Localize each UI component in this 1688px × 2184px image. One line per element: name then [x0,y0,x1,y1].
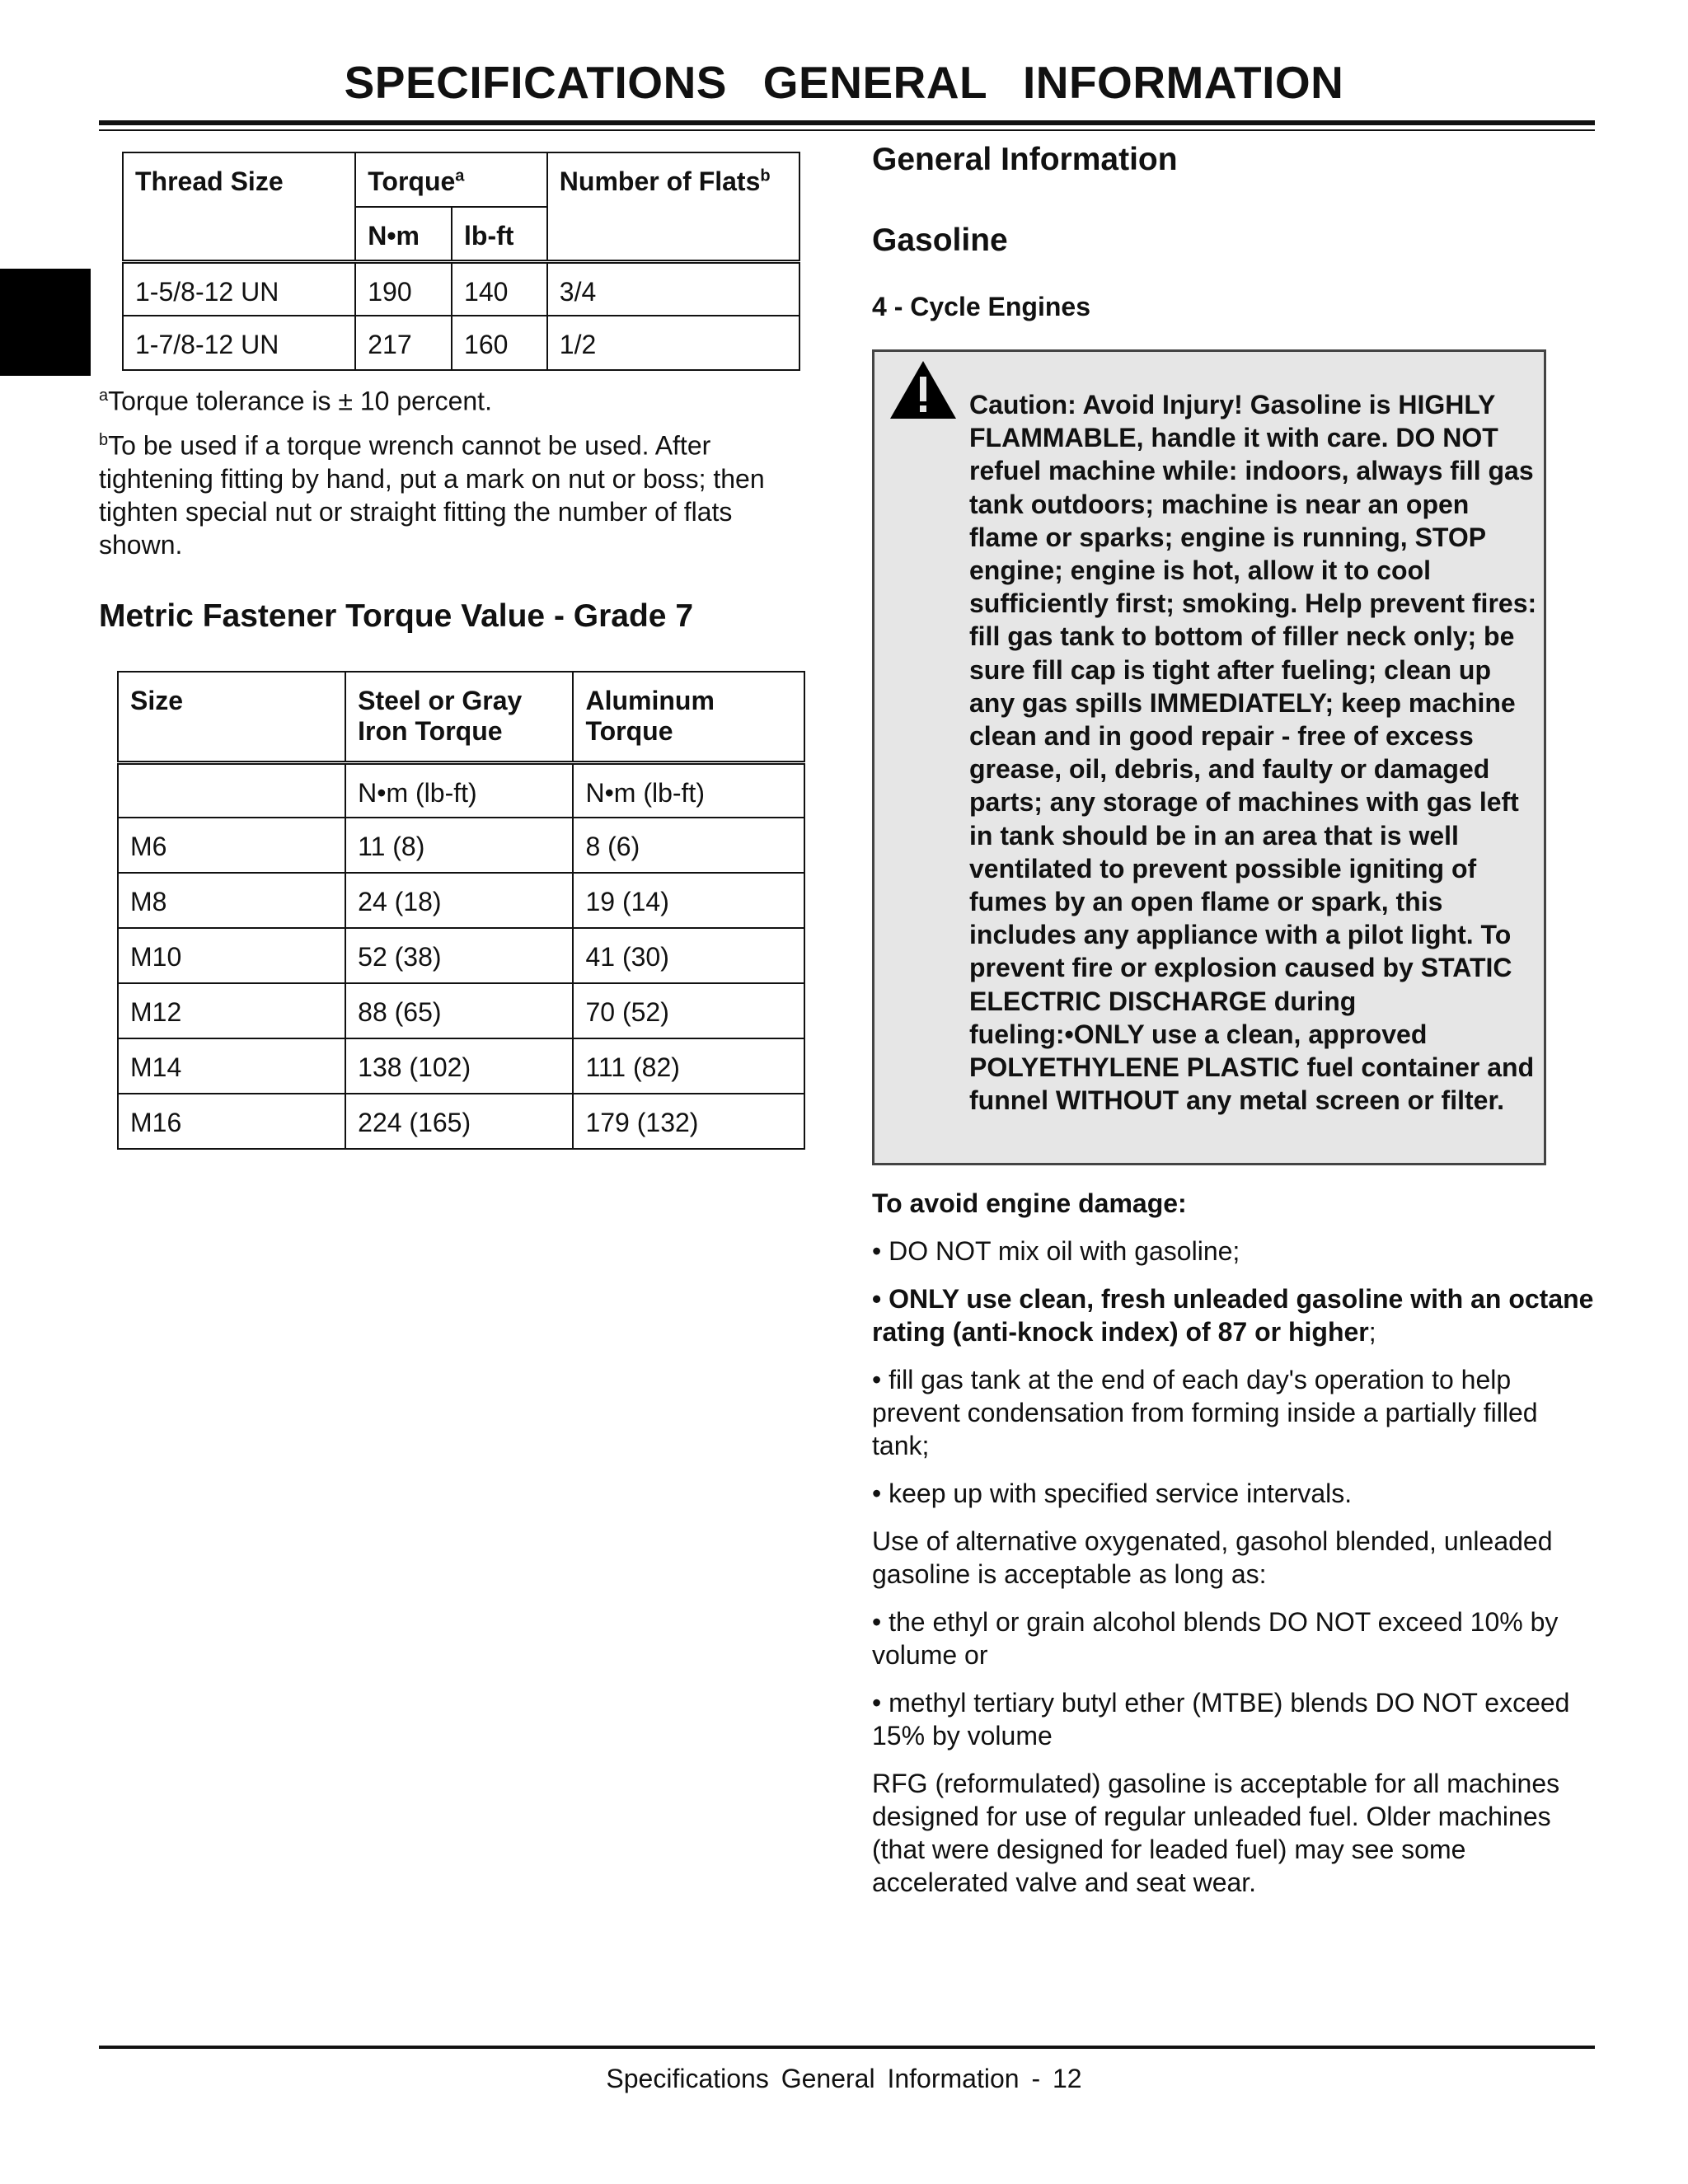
col-aluminum-torque: Aluminum Torque [573,672,804,762]
col-steel-torque: Steel or Gray Iron Torque [345,672,573,762]
alternative-intro: Use of alternative oxygenated, gasohol blended, unleaded gasoline is acceptable as long as: [872,1526,1553,1589]
col-nm: N•m [355,207,452,261]
table-row: M16 224 (165) 179 (132) [118,1094,804,1149]
table-row: M6 11 (8) 8 (6) [118,818,804,873]
list-item: • ONLY use clean, fresh unleaded gasoline with an octane rating (anti-knock index) of 87 or higher; [872,1284,1594,1347]
list-item: • fill gas tank at the end of each day's operation to help prevent condensation from forming inside a partially filled tank; [872,1365,1538,1460]
gasoline-heading: Gasoline [872,223,1008,258]
page-title: SPECIFICATIONS GENERAL INFORMATION [344,57,1344,108]
col-thread-size: Thread Size [123,152,355,261]
caution-box [872,349,1546,1165]
general-information-heading: General Information [872,142,1178,177]
list-item: • methyl tertiary butyl ether (MTBE) blends DO NOT exceed 15% by volume [872,1688,1570,1750]
caution-text: Caution: Avoid Injury! Gasoline is HIGHLY FLAMMABLE, handle it with care. DO NOT refuel machine while: indoors, always fill gas tank outdoors; machine is near an open flame or sparks; engine is running, STOP engine; engine is hot, allow it to cool sufficiently first; smoking. Help prevent fires: fill gas tank to bottom of filler neck only; be sure fill cap is tight after fueling; clean up any gas spills IMMEDIATELY; keep machine clean and in good repair - free of excess grease, oil, debris, and faulty or damaged parts; any storage of machines with gas left in tank should be in an area that is well ventilated to prevent possible igniting of fumes by an open flame or spark, this includes any appliance with a pilot light. To prevent fire or explosion caused by STATIC ELECTRIC DISCHARGE during fueling:•ONLY use a clean, approved POLYETHYLENE PLASTIC fuel container and funnel WITHOUT any metal screen or filter. [969,390,1537,1116]
col-size: Size [118,672,345,762]
list-item: • the ethyl or grain alcohol blends DO NOT exceed 10% by volume or [872,1607,1559,1670]
rfg-paragraph: RFG (reformulated) gasoline is acceptable for all machines designed for use of regular unleaded fuel. Older machines (that were designed for leaded fuel) may see some accelerated valve and seat wear. [872,1769,1560,1897]
footnote-b: $^b$To be used if a torque wrench cannot be used. After tightening fitting by hand, put a mark on nut or boss; then tighten special nut or straight fitting the number of flats shown. [99,430,765,560]
footer-rule [99,2046,1595,2049]
list-item: • DO NOT mix oil with gasoline; [872,1236,1240,1266]
metric-heading: Metric Fastener Torque Value - Grade 7 [99,598,694,634]
warning-triangle-icon [888,359,959,421]
metric-torque-table [117,671,805,1150]
table-row: M10 52 (38) 41 (30) [118,928,804,983]
table-row: M14 138 (102) 111 (82) [118,1038,804,1094]
units-row: N•m (lb-ft) N•m (lb-ft) [118,762,804,818]
thread-torque-table [122,152,800,371]
footnote-a: $^a$Torque tolerance is ± 10 percent. [99,386,492,416]
list-item: • keep up with specified service intervals. [872,1479,1353,1508]
table-row: M12 88 (65) 70 (52) [118,983,804,1038]
section-tab-marker [0,269,91,376]
col-number-of-flats: Number of Flats$^b$ [547,152,799,261]
table-row: 1-7/8-12 UN 217 160 1/2 [123,316,799,370]
cycle-engines-heading: 4 - Cycle Engines [872,292,1090,321]
header-rule [99,120,1595,125]
table-row: M8 24 (18) 19 (14) [118,873,804,928]
page-footer: Specifications General Information - 12 [606,2064,1082,2093]
engine-damage-heading: To avoid engine damage: [872,1188,1187,1218]
col-torque: Torque$^a$ [355,152,547,207]
col-lbft: lb-ft [452,207,547,261]
table-row: 1-5/8-12 UN 190 140 3/4 [123,261,799,316]
header-rule-thin [99,129,1595,131]
